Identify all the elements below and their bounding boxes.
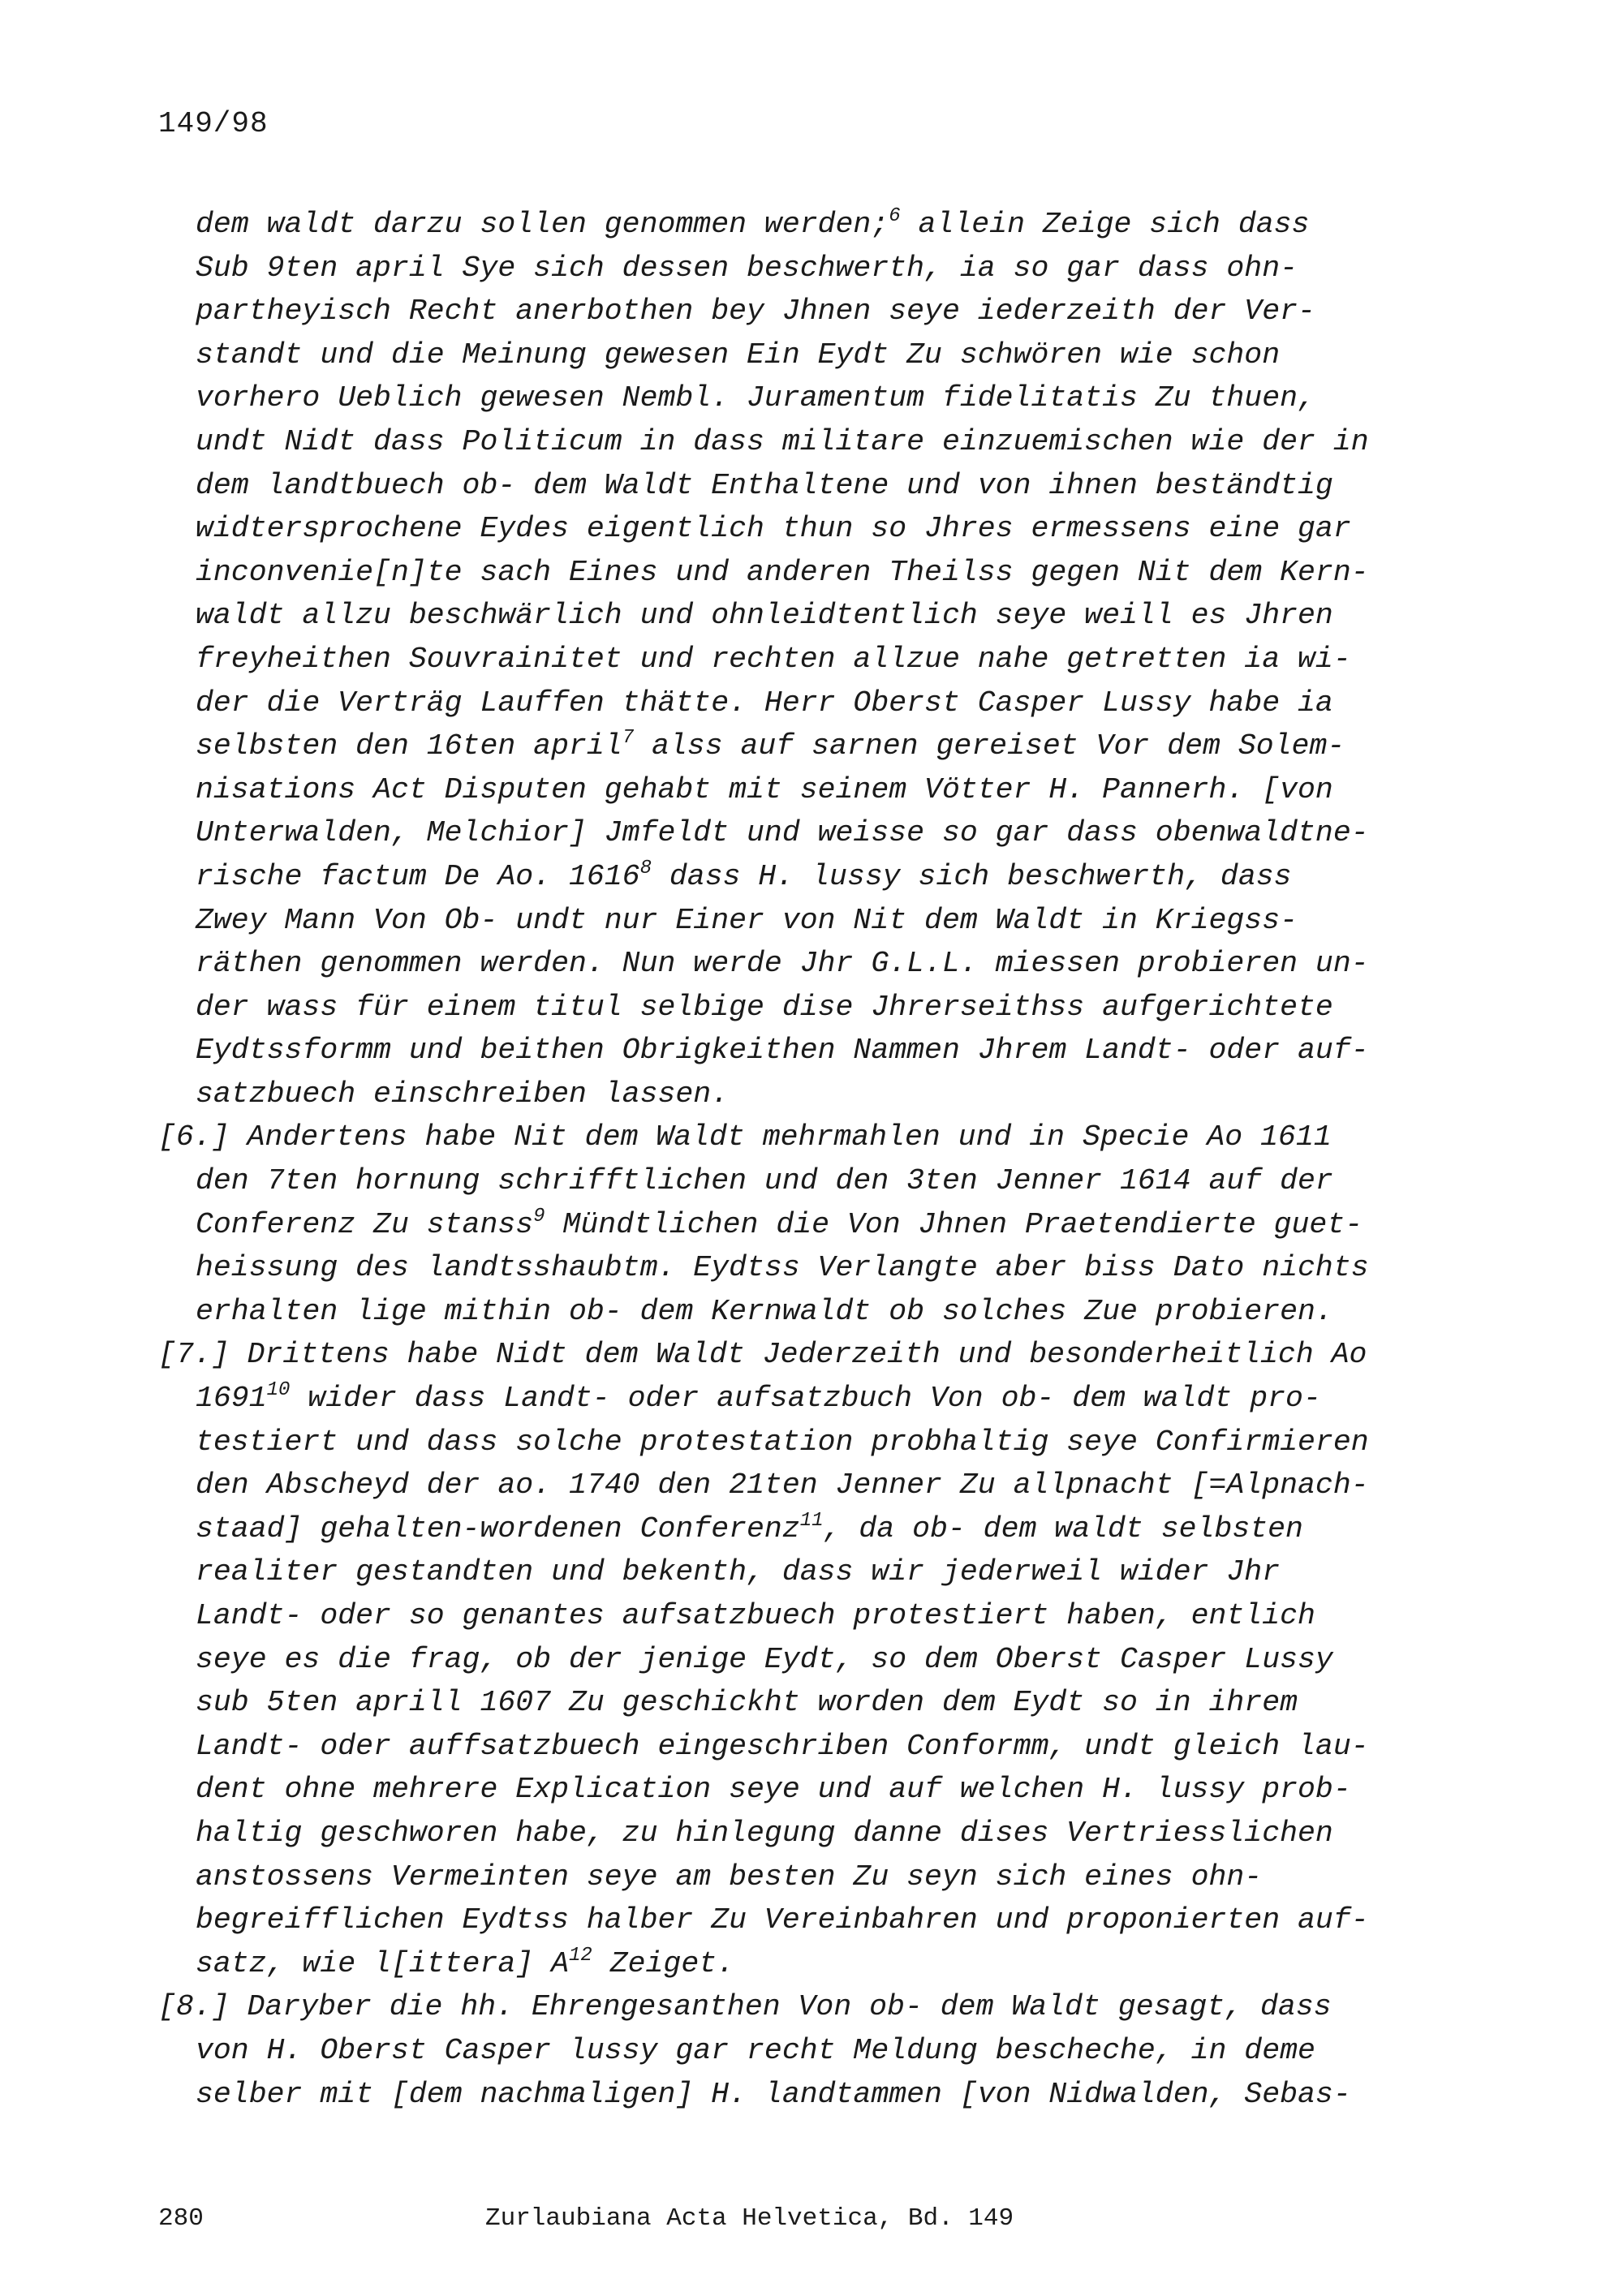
text-segment: waldt allzu beschwärlich und ohnleidtentlich seye weill es Jhren [196, 599, 1333, 633]
text-segment: räthen genommen werden. Nun werde Jhr G.L.L. miessen probieren un- [196, 947, 1369, 981]
text-segment: allein Zeige sich dass [900, 208, 1310, 241]
text-line [158, 1768, 1424, 1812]
text-segment: , da ob- dem waldt selbsten [823, 1511, 1303, 1546]
footnote-marker: 9 [533, 1205, 545, 1228]
text-segment: Mündtlichen die Von Jhnen Praetendierte guet- [545, 1207, 1363, 1241]
page-number: 280 [158, 2204, 204, 2233]
text-segment: Conferenz Zu stanss [196, 1207, 534, 1241]
text-segment: realiter gestandten und bekenth, dass wir jederweil wider Jhr [196, 1555, 1281, 1589]
text-segment: seye es die frag, ob der jenige Eydt, so dem Oberst Casper Lussy [196, 1642, 1333, 1676]
text-segment: den 7ten hornung schrifftlichen und den 3ten Jenner 1614 auf der [196, 1164, 1333, 1198]
text-line [158, 1812, 1424, 1855]
text-segment: undt Nidt dass Politicum in dass militare einzuemischen wie der in [196, 424, 1369, 458]
text-line [158, 1073, 1424, 1116]
text-segment: widtersprochene Eydes eigentlich thun so Jhres ermessens eine gar [196, 512, 1351, 546]
text-segment: Eydtssformm und beithen Obrigkeithen Nammen Jhrem Landt- oder auf- [196, 1034, 1369, 1068]
text-line [158, 464, 1424, 508]
text-segment: testiert und dass solche protestation probhaltig seye Confirmieren [196, 1425, 1369, 1459]
text-line [158, 420, 1424, 464]
text-line [158, 638, 1424, 681]
text-line [158, 1985, 1424, 2029]
text-segment: standt und die Meinung gewesen Ein Eydt Zu schwören wie schon [196, 338, 1281, 372]
document-body [158, 203, 1424, 2116]
text-segment: freyheithen Souvrainitet und rechten allzue nahe getretten ia wi- [196, 642, 1351, 676]
footnote-marker: 12 [568, 1944, 592, 1967]
text-segment: Zeiget. [592, 1946, 735, 1980]
text-line [158, 724, 1424, 768]
text-segment: rische factum De Ao. 1616 [196, 859, 640, 893]
text-segment: selber mit [dem nachmaligen] H. landtammen [von Nidwalden, Sebas- [196, 2077, 1351, 2111]
text-line [158, 1203, 1424, 1247]
text-segment: inconvenie[n]te sach Eines und anderen Theilss gegen Nit dem Kern- [196, 555, 1369, 589]
text-segment: dem waldt darzu sollen genommen werden; [196, 208, 889, 241]
text-segment: dem landtbuech ob- dem Waldt Enthaltene und von ihnen beständtig [196, 468, 1333, 502]
text-line [158, 1942, 1424, 1986]
text-segment: [7.] Drittens habe Nidt dem Waldt Jederzeith und besonderheitlich Ao [158, 1338, 1367, 1372]
footnote-marker: 8 [639, 857, 652, 879]
text-segment: den Abscheyd der ao. 1740 den 21ten Jenner Zu allpnacht [=Alpnach- [196, 1468, 1369, 1503]
text-line [158, 1638, 1424, 1682]
text-line [158, 942, 1424, 986]
text-segment: partheyisch Recht anerbothen bey Jhnen seye iederzeith der Ver- [196, 295, 1315, 329]
text-line [158, 1421, 1424, 1464]
text-segment: Sub 9ten april Sye sich dessen beschwerth, ia so gar dass ohn- [196, 251, 1298, 285]
text-segment: selbsten den 16ten april [196, 729, 622, 763]
text-line [158, 1159, 1424, 1203]
text-segment: von H. Oberst Casper lussy gar recht Meldung bescheche, in deme [196, 2033, 1315, 2067]
text-line [158, 2073, 1424, 2117]
text-segment: dent ohne mehrere Explication seye und auf welchen H. lussy prob- [196, 1773, 1351, 1807]
text-segment: sub 5ten aprill 1607 Zu geschickht worden dem Eydt so in ihrem [196, 1686, 1298, 1720]
text-line [158, 1725, 1424, 1769]
text-line [158, 290, 1424, 333]
text-segment: haltig geschworen habe, zu hinlegung danne dises Vertriesslichen [196, 1816, 1333, 1850]
text-segment: alss auf sarnen gereiset Vor dem Solem- [634, 729, 1345, 763]
text-line [158, 899, 1424, 943]
footnote-marker: 11 [799, 1509, 824, 1532]
text-segment: 1691 [196, 1382, 267, 1416]
text-segment: Zwey Mann Von Ob- undt nur Einer von Nit dem Waldt in Kriegss- [196, 903, 1298, 937]
text-line [158, 1855, 1424, 1899]
text-segment: staad] gehalten-wordenen Conferenz [196, 1511, 800, 1546]
footnote-marker: 10 [266, 1379, 291, 1402]
text-segment: Landt- oder so genantes aufsatzbuech protestiert haben, entlich [196, 1599, 1315, 1632]
footnote-marker: 7 [622, 727, 635, 750]
text-line [158, 1246, 1424, 1290]
text-line [158, 247, 1424, 290]
text-line [158, 1681, 1424, 1725]
text-segment: der die Verträg Lauffen thätte. Herr Oberst Casper Lussy habe ia [196, 686, 1333, 720]
text-line [158, 1377, 1424, 1421]
series-title: Zurlaubiana Acta Helvetica, Bd. 149 [485, 2204, 1014, 2233]
text-segment: anstossens Vermeinten seye am besten Zu seyn sich eines ohn- [196, 1860, 1263, 1894]
text-line [158, 1333, 1424, 1377]
text-line [158, 376, 1424, 420]
text-line [158, 507, 1424, 551]
document-reference: 149/98 [158, 107, 269, 140]
text-segment: Unterwalden, Melchior] Jmfeldt und weisse so gar dass obenwaldtne- [196, 816, 1369, 850]
text-line [158, 1550, 1424, 1594]
text-line [158, 986, 1424, 1030]
footnote-marker: 6 [889, 205, 901, 227]
text-segment: erhalten lige mithin ob- dem Kernwaldt ob solches Zue probieren. [196, 1294, 1333, 1328]
text-segment: begreifflichen Eydtss halber Zu Vereinbahren und proponierten auf- [196, 1903, 1369, 1937]
text-line [158, 594, 1424, 638]
text-line [158, 1464, 1424, 1507]
text-segment: der wass für einem titul selbige dise Jhrerseithss aufgerichtete [196, 990, 1333, 1024]
text-segment: Landt- oder auffsatzbuech eingeschriben Conformm, undt gleich lau- [196, 1729, 1369, 1763]
text-line [158, 855, 1424, 899]
text-line [158, 681, 1424, 725]
text-line [158, 203, 1424, 247]
text-segment: heissung des landtsshaubtm. Eydtss Verlangte aber biss Dato nichts [196, 1251, 1369, 1285]
text-segment: vorhero Ueblich gewesen Nembl. Juramentum fidelitatis Zu thuen, [196, 381, 1315, 415]
text-line [158, 1029, 1424, 1073]
text-line [158, 1116, 1424, 1159]
text-line [158, 1507, 1424, 1551]
text-line [158, 1594, 1424, 1638]
text-segment: [8.] Daryber die hh. Ehrengesanthen Von ob- dem Waldt gesagt, dass [158, 1990, 1332, 2024]
text-segment: wider dass Landt- oder aufsatzbuch Von ob- dem waldt pro- [290, 1382, 1321, 1416]
text-line [158, 333, 1424, 377]
text-segment: satzbuech einschreiben lassen. [196, 1077, 730, 1111]
text-segment: dass H. lussy sich beschwerth, dass [652, 859, 1292, 893]
text-line [158, 1290, 1424, 1334]
text-line [158, 811, 1424, 855]
text-line [158, 1898, 1424, 1942]
text-line [158, 768, 1424, 812]
text-segment: [6.] Andertens habe Nit dem Waldt mehrmahlen und in Specie Ao 1611 [158, 1120, 1332, 1154]
text-line [158, 551, 1424, 595]
text-line [158, 2029, 1424, 2073]
text-segment: satz, wie l[ittera] A [196, 1946, 569, 1980]
text-segment: nisations Act Disputen gehabt mit seinem Vötter H. Pannerh. [von [196, 772, 1333, 806]
